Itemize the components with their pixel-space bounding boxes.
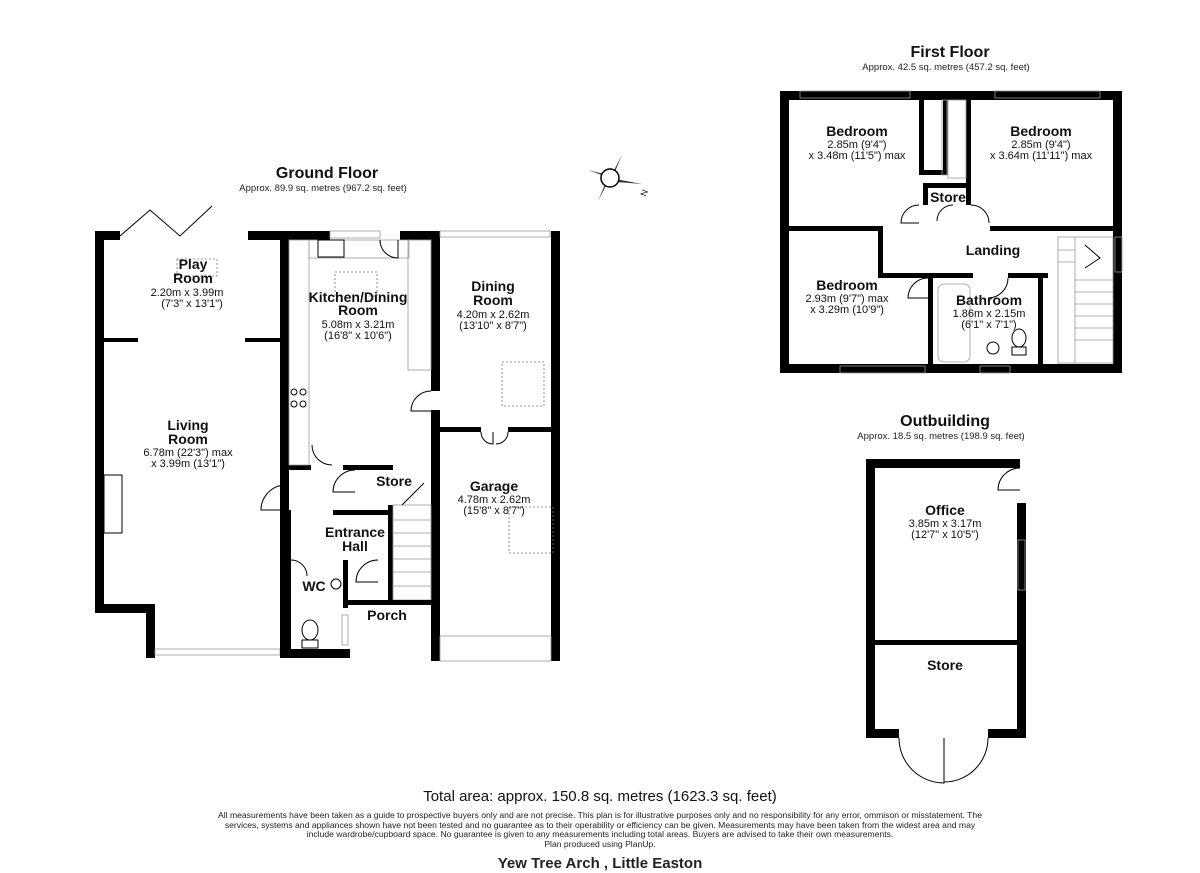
wall [780,364,1122,373]
wall [508,427,558,432]
wall [875,640,1017,645]
wardrobe [948,100,966,178]
wall [431,427,481,432]
total-area: Total area: approx. 150.8 sq. metres (1623.3 sq. feet) [423,788,777,805]
bedroom1-dim-1: 2.85m (9'4") [827,139,887,151]
play-room-dim-1: 2.20m x 3.99m [150,287,224,299]
door-swing [908,278,928,298]
bath-basin [987,342,999,354]
disclaimer [205,811,995,849]
bifold-door [120,206,212,236]
ground-floor-area: Approx. 89.9 sq. metres (967.2 sq. feet) [239,183,407,194]
ground-floor-plan [95,165,560,661]
hob [291,389,297,395]
stair-arrow [1085,245,1100,268]
bedroom2-dim-1: 2.85m (9'4") [1011,139,1071,151]
ground-floor-title: Ground Floor [275,165,379,182]
wall [286,649,350,658]
landing-name: Landing [965,242,1021,258]
wall [780,226,880,231]
wall [280,231,330,240]
wall [966,100,971,205]
wall [928,273,933,368]
wall [431,231,440,391]
double-door-swing [899,738,944,783]
wall [988,729,1026,738]
first-floor-area: Approx. 42.5 sq. metres (457.2 sq. feet) [862,62,1030,73]
first-floor-title: First Floor [910,44,990,61]
door-swing [481,432,493,444]
wall [551,231,560,661]
garage-dim-1: 4.78m x 2.62m [457,494,531,506]
toilet [302,620,318,640]
wall [780,91,1122,100]
porch-name: Porch [367,607,407,623]
living-name-2: Room [168,431,208,447]
office-dim-1: 3.85m x 3.17m [908,518,982,530]
hob [291,401,297,407]
outbuilding-area: Approx. 18.5 sq. metres (198.9 sq. feet) [857,431,1025,442]
window [155,649,280,655]
living-name-1: Living [167,417,209,433]
wall [923,183,928,205]
wall [431,410,440,478]
first-floor-plan [780,44,1122,373]
door-swing [496,432,508,444]
bathroom-name: Bathroom [955,292,1023,308]
ceiling-light [502,362,544,406]
hall-name-1: Entrance [325,524,385,540]
garage-dim-2: (15'8" x 8'7") [463,505,525,517]
wall [990,226,1122,231]
office-dim-2: (12'7" x 10'5") [911,529,979,541]
staircase [1058,237,1113,363]
wall [343,465,393,470]
wall [933,273,973,278]
window [330,231,380,238]
door-swing [971,205,989,223]
wall [923,183,971,188]
toilet [1012,329,1026,347]
disclaimer-line: include wardrobe/cupboard space. No guarantee is given to any measurements including total areas. Buyers are advised to take their own measurements. [306,829,894,840]
hob [300,389,306,395]
kitchen-dim-1: 5.08m x 3.21m [321,319,395,331]
wall [780,91,789,373]
first-store-name: Store [930,189,966,205]
wall [286,465,311,470]
bedroom3-dim-2: x 3.29m (10'9") [810,304,884,316]
dining-dim-1: 4.20m x 2.62m [456,309,530,321]
kitchen-sink [318,240,344,257]
bedroom2-dim-2: x 3.64m (11'11") max [989,150,1093,162]
wc-name: WC [302,578,326,594]
door-swing [291,560,307,576]
office-name: Office [925,502,965,518]
outbuilding-store-name: Store [927,657,963,673]
wall [95,231,120,240]
wall [343,560,348,608]
kitchen-dim-2: (16'8" x 10'6") [324,330,392,342]
toilet-cistern [302,640,318,648]
wall [866,729,899,738]
double-door-swing [944,738,988,782]
door-swing [356,560,378,582]
wall [245,338,280,342]
wall [286,560,291,658]
hob [300,401,306,407]
wall [388,505,393,605]
window [342,615,348,645]
door-swing [901,205,919,223]
disclaimer-line: services, systems and appliances shown have not been tested and no guarantee as to their operability or efficiency can be given. Measurements may have been taken from the widest area and may [224,819,976,830]
door-swing [333,470,355,492]
bedroom1-name: Bedroom [826,123,888,139]
disclaimer-line: All measurements have been taken as a guide to prospective buyers only and are not precise. This plan is for illustrative purposes only and no responsibility for any error, ommison or misstatement. The [218,810,982,820]
door-swing [411,391,431,411]
wall [919,100,924,174]
wall [1017,503,1026,738]
play-room-name-1: Play [178,256,208,272]
wc-basin [331,579,341,589]
wall [1113,91,1122,373]
wall [104,338,138,342]
wall [878,226,883,276]
garage-door [440,636,551,661]
kitchen-name-1: Kitchen/Dining [308,289,408,305]
bedroom3-dim-1: 2.93m (9'7") max [805,293,889,305]
door-swing [998,468,1020,490]
dining-name-2: Room [473,292,513,308]
bedroom2-name: Bedroom [1010,123,1072,139]
ground-store-name: Store [376,473,412,489]
wall [286,510,291,560]
worktop [289,240,309,465]
door-swing [937,205,953,221]
living-dim-2: x 3.99m (13'1") [151,458,225,470]
wall [95,231,104,613]
kitchen-name-2: Room [338,302,378,318]
compass-icon [588,155,650,201]
outbuilding-plan [857,413,1026,783]
disclaimer-line: Plan produced using PlanUp. [544,838,656,849]
door-swing [312,445,332,465]
garage-name: Garage [469,478,519,494]
worktop [408,240,431,370]
patio-door [440,231,550,237]
toilet-cistern [1012,347,1026,355]
wall [348,600,433,605]
property-address: Yew Tree Arch , Little Easton [497,855,703,872]
fireplace [104,475,122,533]
wall [146,604,155,658]
worktop [309,240,409,258]
play-room-name-2: Room [173,270,213,286]
outbuilding-title: Outbuilding [900,413,990,430]
bathroom-dim-1: 1.86m x 2.15m [952,308,1026,320]
compass-label: N [638,188,651,198]
hall-name-2: Hall [342,538,368,554]
dining-name-1: Dining [471,278,515,294]
wall [333,510,388,515]
play-room-dim-2: (7'3" x 13'1") [161,298,223,310]
bathroom-dim-2: (6'1" x 7'1") [961,319,1017,331]
living-dim-1: 6.78m (22'3") max [143,447,233,459]
wall [878,273,928,278]
dining-dim-2: (13'10" x 8'7") [459,320,527,332]
wall [866,459,875,738]
wall [919,170,943,175]
bedroom1-dim-2: x 3.48m (11'5") max [808,150,906,162]
wall [431,478,440,661]
bedroom3-name: Bedroom [816,277,878,293]
wall [1038,273,1043,368]
door-swing [380,240,398,258]
wall [866,459,1020,468]
